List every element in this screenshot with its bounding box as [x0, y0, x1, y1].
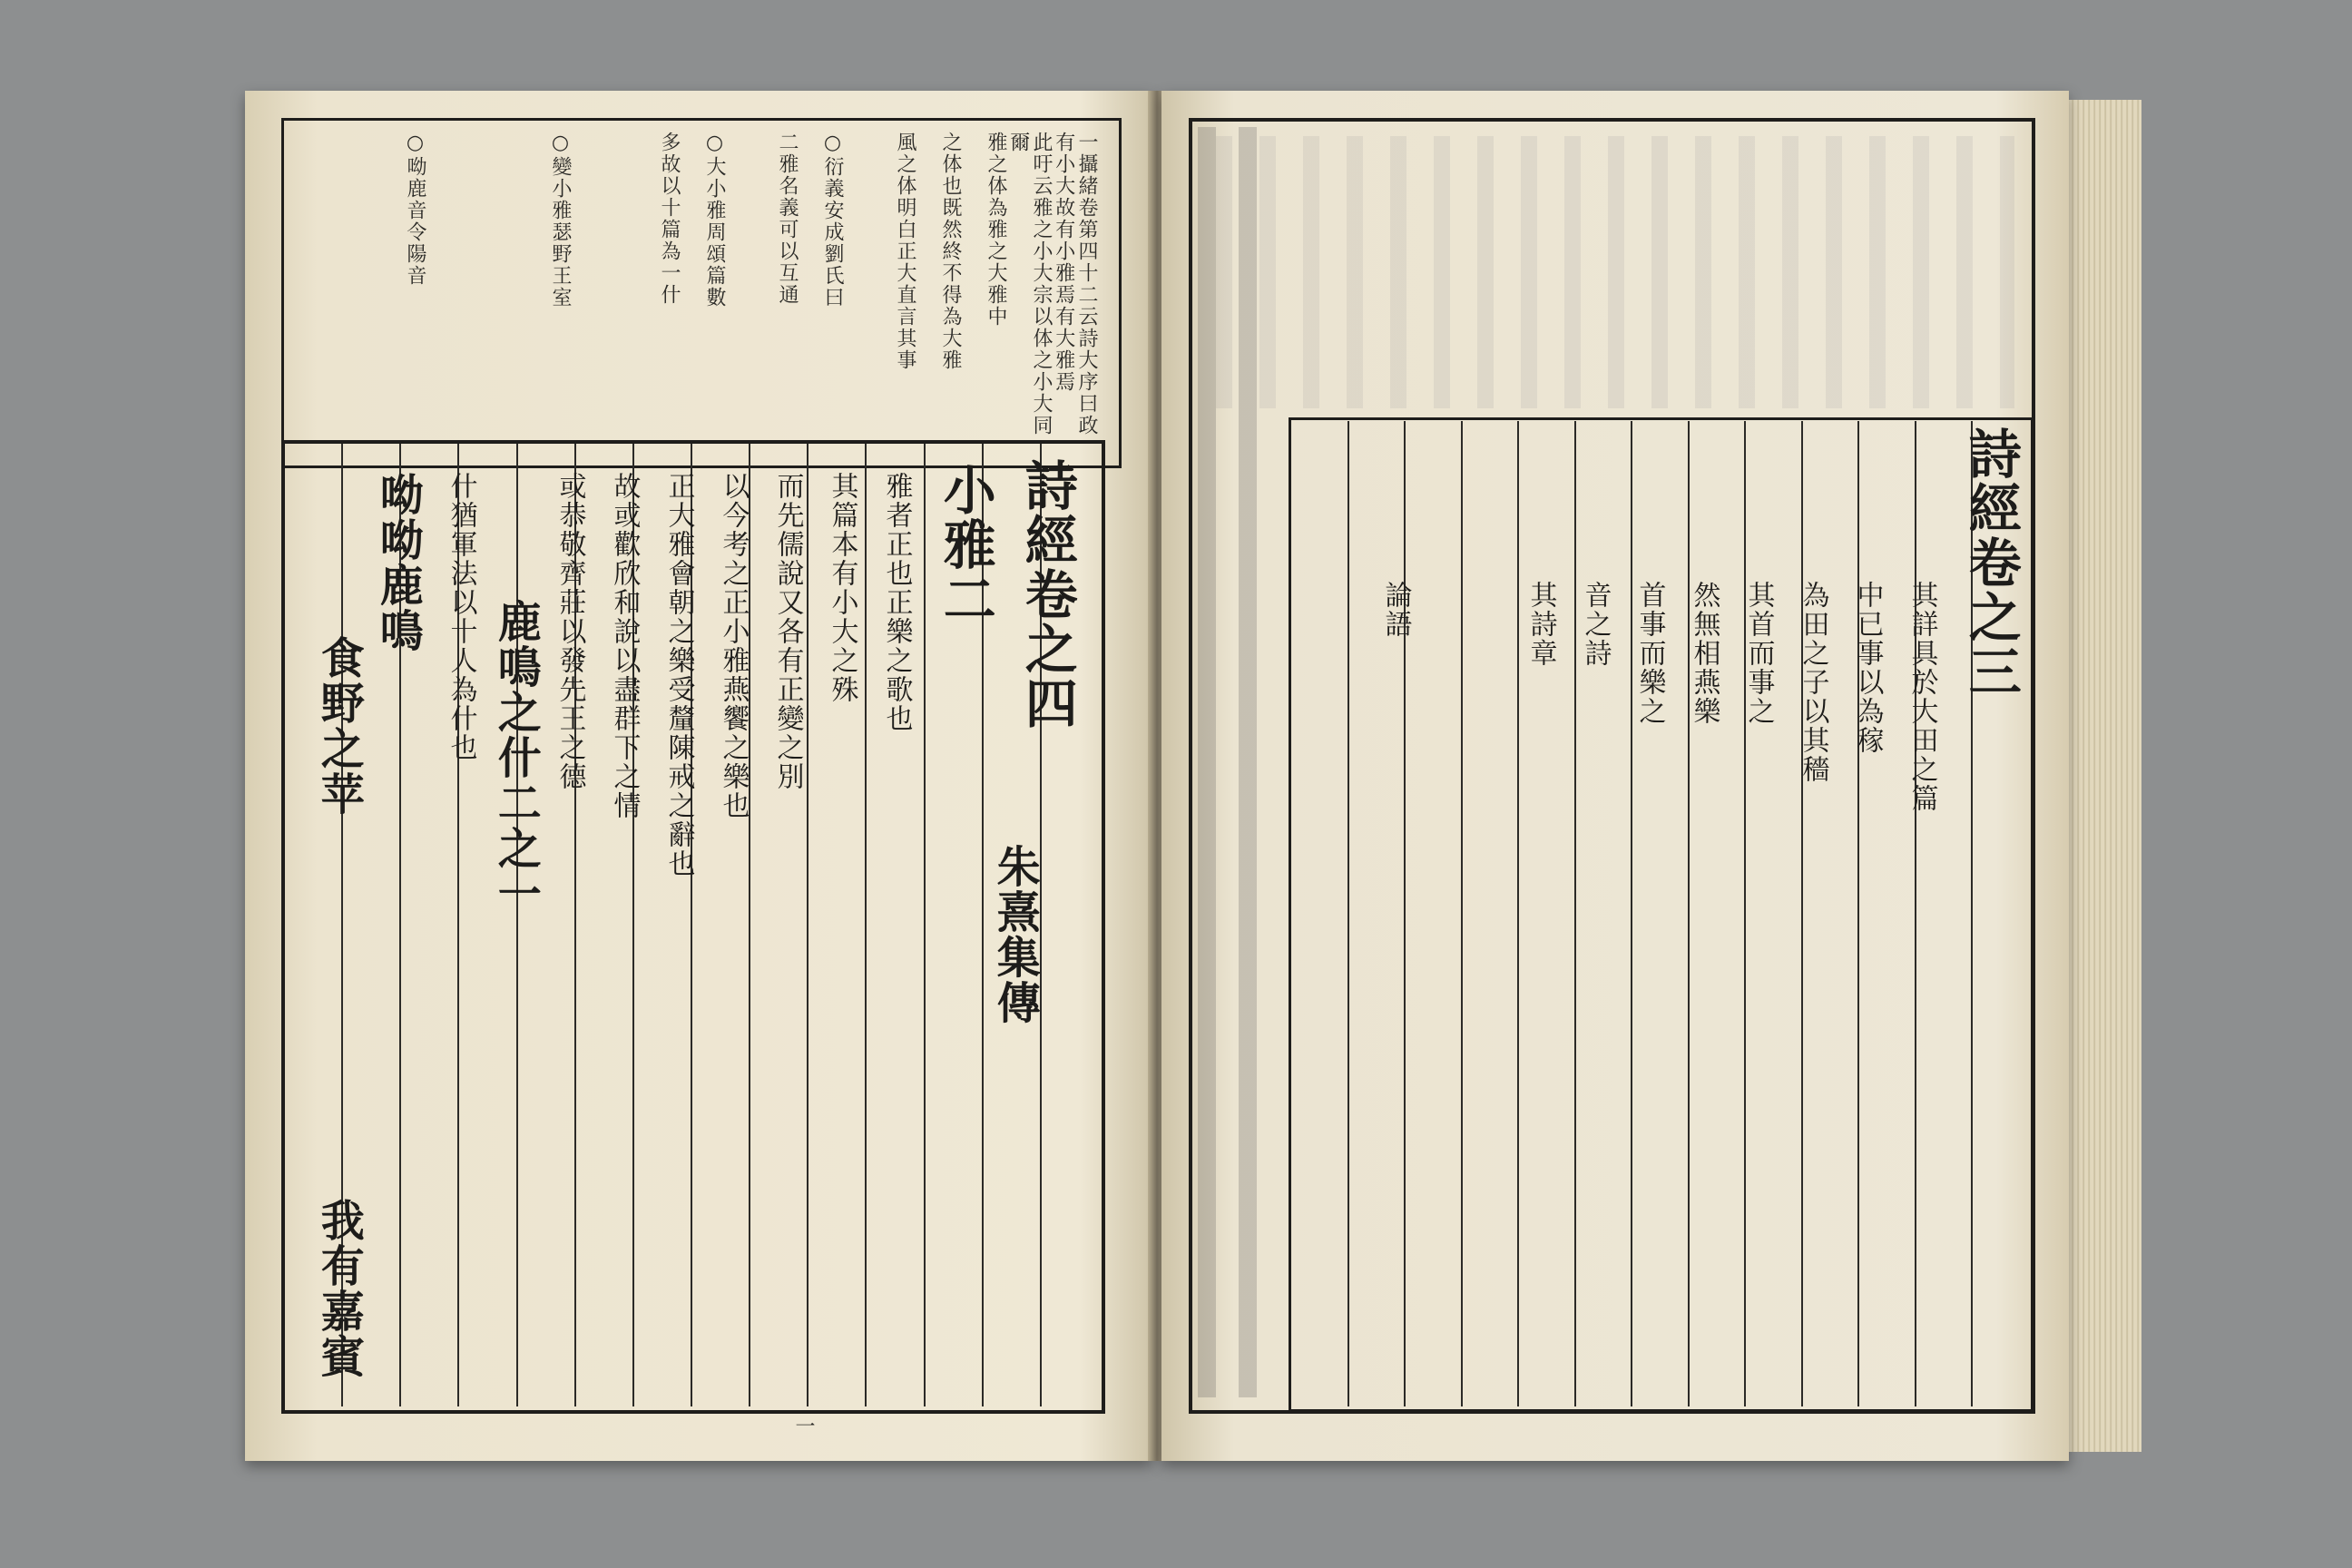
right-column-5: 然無相燕樂	[1688, 581, 1720, 726]
section-title: 鹿鳴之什二之一	[490, 599, 542, 916]
right-column-2: 中已事以為稼	[1851, 581, 1884, 755]
head-note-1: 一攝緒卷第四十二云詩大序曰政有小大故有小雅焉有大雅焉	[1052, 132, 1098, 436]
right-page	[1161, 91, 2069, 1461]
note-column-2: 其篇本有小大之殊	[826, 472, 858, 704]
ode-line-3: 我有嘉賓	[313, 1198, 365, 1379]
ode-line-1: 呦呦鹿鳴	[372, 472, 424, 653]
right-column-3: 為田之子以其穡	[1797, 581, 1829, 784]
ode-line-2: 食野之苹	[313, 635, 365, 817]
open-book	[245, 91, 2141, 1470]
note-column-6: 故或歡欣和說以盡群下之情	[608, 472, 641, 820]
head-note-11: ○呦鹿音令陽音	[404, 132, 426, 287]
note-column-4: 以今考之正小雅燕饗之樂也	[717, 472, 750, 820]
right-volume-title: 詩經卷之三	[1959, 426, 2022, 699]
attribution: 朱熹集傳	[989, 844, 1041, 1025]
right-column-8: 其詩章	[1524, 581, 1557, 668]
note-column-3: 而先儒說又各有正變之別	[771, 472, 804, 791]
volume-title: 詩經卷之四	[1015, 458, 1078, 730]
head-note-5: 風之体明白正大直言其事	[894, 132, 916, 371]
chapter-title: 小雅二	[934, 463, 996, 626]
page-edges	[2069, 100, 2141, 1452]
note-column-8: 什猶軍法以十人為什也	[445, 472, 477, 762]
page-label: 一	[792, 1416, 815, 1436]
right-column-4: 其首而事之	[1742, 581, 1775, 726]
note-column-1: 雅者正也正樂之歌也	[880, 472, 913, 733]
head-note-7: 二雅名義可以互通	[776, 132, 799, 306]
head-note-10: ○變小雅瑟野王室	[549, 132, 572, 309]
head-note-8: ○大小雅周頌篇數	[703, 132, 726, 309]
note-column-7: 或恭敬齊莊以發先王之德	[554, 472, 586, 791]
right-column-1: 其詳具於大田之篇	[1906, 581, 1938, 813]
right-column-6: 首事而樂之	[1633, 581, 1666, 726]
head-note-6: ○衍義安成劉氏曰	[821, 132, 844, 309]
right-column-9: 論語	[1379, 581, 1412, 639]
right-column-7: 音之詩	[1579, 581, 1612, 668]
head-note-3: 雅之体為雅之大雅中	[985, 132, 1007, 328]
head-note-4: 之体也既然終不得為大雅	[939, 132, 962, 371]
left-page	[245, 91, 1152, 1461]
side-column-texture	[1198, 127, 1279, 1397]
head-note-9: 多故以十篇為一什	[658, 132, 681, 306]
head-note-2: 此吁云雅之小大宗以体之小大同爾	[1006, 132, 1053, 436]
note-column-5: 正大雅會朝之樂受釐陳戒之辭也	[662, 472, 695, 878]
bleed-through-texture	[1216, 136, 2014, 408]
